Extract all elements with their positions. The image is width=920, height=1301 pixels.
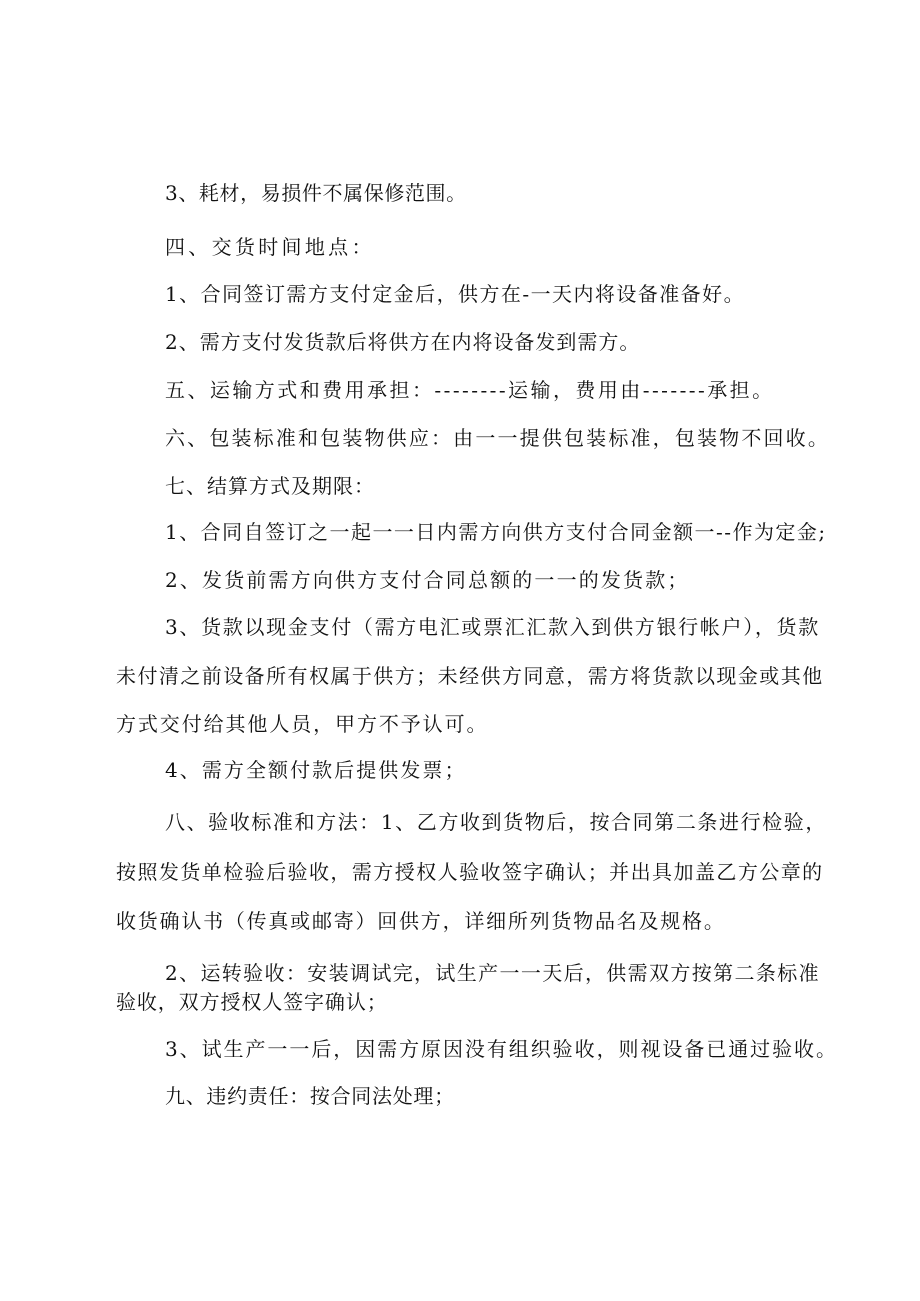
text-line: 九、违约责任：按合同法处理； (165, 1084, 455, 1108)
text-line: 2、运转验收：安装调试完，试生产一一天后，供需双方按第二条标准 (165, 961, 820, 985)
text-line: 3、耗材，易损件不属保修范围。 (165, 181, 467, 205)
text-line: 1、合同签订需方支付定金后，供方在-一天内将设备准备好。 (165, 282, 746, 306)
text-line: 2、发货前需方向供方支付合同总额的一一的发货款； (165, 568, 690, 592)
text-line: 3、货款以现金支付（需方电汇或票汇汇款入到供方银行帐户），货款 (165, 615, 820, 639)
text-line: 3、试生产一一后，因需方原因没有组织验收，则视设备已通过验收。 (165, 1037, 838, 1061)
text-line: 收货确认书（传真或邮寄）回供方，详细所列货物品名及规格。 (116, 909, 726, 933)
text-line: 四、交货时间地点： (165, 235, 375, 259)
text-line: 六、包装标准和包装物供应：由一一提供包装标准，包装物不回收。 (165, 426, 830, 450)
text-line: 未付清之前设备所有权属于供方；未经供方同意，需方将货款以现金或其他 (116, 664, 824, 688)
text-line: 按照发货单检验后验收，需方授权人验收签字确认；并出具加盖乙方公章的 (116, 860, 824, 884)
text-line: 方式交付给其他人员，甲方不予认可。 (116, 712, 489, 736)
text-line: 2、需方支付发货款后将供方在内将设备发到需方。 (165, 330, 641, 354)
text-line: 1、合同自签订之一起一一日内需方向供方支付合同金额一--作为定金; (165, 520, 827, 544)
text-line: 七、结算方式及期限： (165, 474, 375, 498)
text-line: 八、验收标准和方法：1、乙方收到货物后，按合同第二条进行检验， (165, 810, 827, 834)
text-line: 验收，双方授权人签字确认； (116, 990, 388, 1014)
text-line: 五、运输方式和费用承担：--------运输，费用由-------承担。 (165, 378, 775, 402)
text-line: 4、需方全额付款后提供发票； (165, 758, 467, 782)
